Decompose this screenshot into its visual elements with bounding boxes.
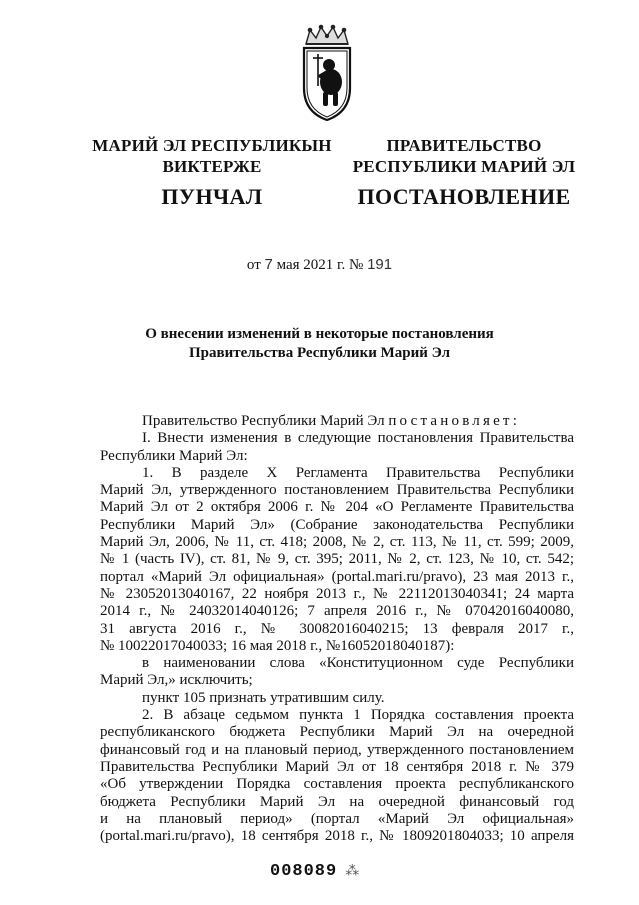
body-line: № 1 (часть IV), ст. 81, № 9, ст. 395; 2011, № 2, ст. 123, № 10, ст. 542; bbox=[100, 551, 574, 568]
date-month-year: мая 2021 г. № bbox=[276, 257, 364, 273]
decree-number: 191 bbox=[367, 256, 393, 273]
date-prefix: от bbox=[246, 257, 261, 273]
body-line: республиканского бюджета Республики Марий Эл на очередной bbox=[100, 724, 574, 741]
body-line: Марий Эл, утвержденного постановлением Правительства Республики bbox=[100, 482, 574, 499]
body-line: 1. В разделе X Регламента Правительства Республики bbox=[142, 464, 574, 481]
header-right bbox=[344, 135, 584, 211]
body-line: 31 августа 2016 г., № 30082016040215; 13 февраля 2017 г., bbox=[100, 620, 574, 637]
body-line: 2014 г., № 24032014040126; 7 апреля 2016 г., № 07042016040080, bbox=[100, 603, 574, 620]
body-line: Республики Марий Эл» (Собрание законодательства Республики bbox=[100, 516, 574, 533]
document-title bbox=[0, 325, 639, 363]
body-line: 2. В абзаце седьмом пункта 1 Порядка составления проекта bbox=[142, 707, 574, 724]
body-line: I. Внести изменения в следующие постановления Правительства bbox=[142, 430, 574, 447]
body-line: и на плановый период» (портал «Марий Эл официальная» bbox=[100, 810, 574, 827]
decree-date-line bbox=[0, 256, 639, 274]
body-line: Правительство Республики Марий Эл постановляет: bbox=[142, 413, 521, 429]
body-line: пункт 105 признать утратившим силу. bbox=[142, 689, 385, 706]
document-body bbox=[100, 413, 574, 845]
body-line: № 10022017040033; 16 мая 2018 г., №16052018040187): bbox=[100, 637, 455, 654]
form-serial-number bbox=[270, 862, 360, 881]
crown-icon bbox=[306, 25, 348, 44]
header-right-line2: РЕСПУБЛИКИ МАРИЙ ЭЛ bbox=[352, 157, 576, 176]
body-line: «Об утверждении Порядка составления проекта республиканского bbox=[100, 776, 574, 793]
body-line: Марий Эл, 2006, № 11, ст. 418; 2008, № 2, ст. 113, № 11, ст. 599; 2009, bbox=[100, 534, 574, 551]
header-right-line1: ПРАВИТЕЛЬСТВО bbox=[386, 136, 542, 155]
asterism-icon: ⁂ bbox=[345, 864, 361, 880]
header-left-title: ПУНЧАЛ bbox=[161, 184, 263, 209]
body-line: (portal.mari.ru/pravo), 18 сентября 2018 г., № 1809201804033; 10 апреля bbox=[100, 828, 574, 845]
header-left bbox=[92, 135, 332, 211]
title-line2: Правительства Республики Марий Эл bbox=[188, 345, 451, 361]
date-day: 7 bbox=[264, 256, 273, 273]
decree-word: постановляет: bbox=[388, 413, 521, 429]
header-left-line2: ВИКТЕРЖЕ bbox=[162, 157, 262, 176]
body-line: бюджета Республики Марий Эл на очередной финансовый год bbox=[100, 793, 574, 810]
body-line: Марий Эл от 2 октября 2006 г. № 204 «О Регламенте Правительства bbox=[100, 499, 574, 516]
body-line: Правительства Республики Марий Эл от 18 сентября 2018 г. № 379 bbox=[100, 758, 574, 775]
body-line: Марий Эл,» исключить; bbox=[100, 672, 253, 689]
header-left-line1: МАРИЙ ЭЛ РЕСПУБЛИКЫН bbox=[92, 136, 332, 155]
coat-of-arms-emblem bbox=[298, 22, 356, 122]
title-line1: О внесении изменений в некоторые постановления bbox=[145, 326, 494, 342]
body-line: в наименовании слова «Конституционном суде Республики bbox=[142, 655, 574, 672]
body-line: № 23052013040167, 22 ноября 2013 г., № 22112013040341; 24 марта bbox=[100, 585, 574, 602]
header-right-title: ПОСТАНОВЛЕНИЕ bbox=[357, 184, 571, 209]
serial-number: 008089 bbox=[270, 862, 338, 881]
body-line: Республики Марий Эл: bbox=[100, 447, 248, 464]
body-line: финансовый год и на плановый период, утвержденного постановлением bbox=[100, 741, 574, 758]
body-line: портал «Марий Эл официальная» (portal.mari.ru/pravo), 23 мая 2013 г., bbox=[100, 568, 574, 585]
